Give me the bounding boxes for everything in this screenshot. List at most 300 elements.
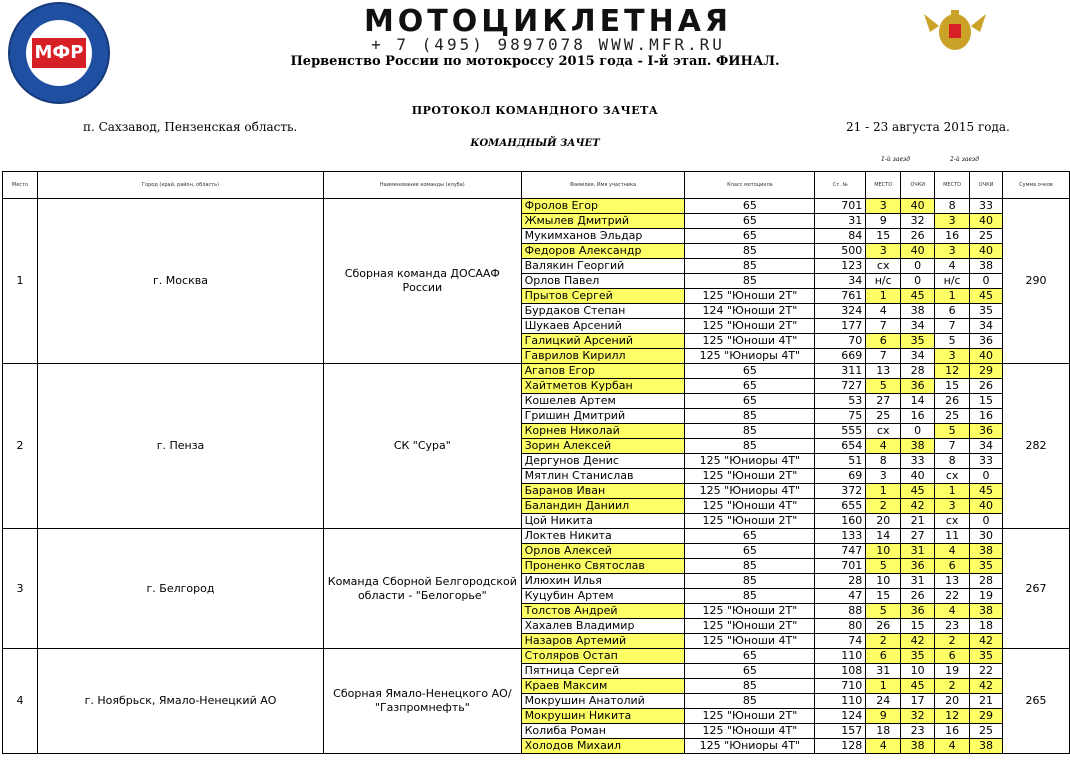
rider-number: 710 — [815, 679, 866, 694]
rider-class: 85 — [685, 679, 815, 694]
rider-class: 125 "Юноши 4Т" — [685, 724, 815, 739]
venue: п. Сахзавод, Пензенская область. — [83, 120, 298, 134]
race2-place: 11 — [935, 529, 970, 544]
race2-place: 15 — [935, 379, 970, 394]
rider-class: 85 — [685, 259, 815, 274]
rider-class: 125 "Юниоры 4Т" — [685, 484, 815, 499]
rider-name: Мятлин Станислав — [521, 469, 685, 484]
race2-place: 3 — [935, 214, 970, 229]
col-rider: Фамилия, Имя участника — [521, 172, 685, 199]
rider-class: 85 — [685, 694, 815, 709]
race2-place: 23 — [935, 619, 970, 634]
rider-name: Мокрушин Анатолий — [521, 694, 685, 709]
rider-name: Проненко Святослав — [521, 559, 685, 574]
rider-class: 85 — [685, 574, 815, 589]
race1-points: 16 — [901, 409, 935, 424]
race1-place: 9 — [866, 709, 901, 724]
rider-name: Валякин Георгий — [521, 259, 685, 274]
rider-name: Шукаев Арсений — [521, 319, 685, 334]
team-city: г. Пенза — [37, 364, 323, 529]
rider-class: 65 — [685, 379, 815, 394]
rider-number: 110 — [815, 694, 866, 709]
race2-place: 19 — [935, 664, 970, 679]
race2-place: 16 — [935, 229, 970, 244]
race2-place: 16 — [935, 724, 970, 739]
race2-place: 12 — [935, 709, 970, 724]
rider-number: 80 — [815, 619, 866, 634]
race1-place: 9 — [866, 214, 901, 229]
rider-class: 65 — [685, 649, 815, 664]
race1-place: 10 — [866, 574, 901, 589]
race2-place: 4 — [935, 739, 970, 754]
race2-points: 18 — [970, 619, 1003, 634]
race1-place: 8 — [866, 454, 901, 469]
race1-place: 31 — [866, 664, 901, 679]
race1-place: 2 — [866, 634, 901, 649]
rider-name: Корнев Николай — [521, 424, 685, 439]
rider-number: 70 — [815, 334, 866, 349]
race2-points: 0 — [970, 274, 1003, 289]
race1-points: 17 — [901, 694, 935, 709]
race2-points: 25 — [970, 229, 1003, 244]
rider-number: 701 — [815, 559, 866, 574]
col-class: Класс мотоцикла — [685, 172, 815, 199]
race1-points: 31 — [901, 574, 935, 589]
race2-points: 45 — [970, 289, 1003, 304]
rider-number: 108 — [815, 664, 866, 679]
rider-name: Жмылев Дмитрий — [521, 214, 685, 229]
rider-number: 669 — [815, 349, 866, 364]
rider-name: Колиба Роман — [521, 724, 685, 739]
race2-points: 15 — [970, 394, 1003, 409]
race2-place: 3 — [935, 244, 970, 259]
rider-name: Орлов Алексей — [521, 544, 685, 559]
col-number: Ст. № — [815, 172, 866, 199]
rider-name: Цой Никита — [521, 514, 685, 529]
race1-place: 15 — [866, 589, 901, 604]
race2-place: 6 — [935, 649, 970, 664]
rider-name: Пятница Сергей — [521, 664, 685, 679]
race1-points: 40 — [901, 199, 935, 214]
race1-points: 45 — [901, 289, 935, 304]
race2-place: 3 — [935, 499, 970, 514]
race2-points: 36 — [970, 424, 1003, 439]
table-row — [3, 199, 1070, 214]
rider-number: 69 — [815, 469, 866, 484]
mfr-logo — [8, 2, 110, 104]
team-place: 4 — [3, 649, 38, 754]
race2-place: 4 — [935, 259, 970, 274]
race1-place: 24 — [866, 694, 901, 709]
rider-name: Фролов Егор — [521, 199, 685, 214]
race2-points: 36 — [970, 334, 1003, 349]
race2-points: 22 — [970, 664, 1003, 679]
race1-place: 4 — [866, 304, 901, 319]
rider-number: 727 — [815, 379, 866, 394]
rider-number: 128 — [815, 739, 866, 754]
col-race1-points: ОЧКИ — [901, 172, 935, 199]
team-city: г. Ноябрьск, Ямало-Ненецкий АО — [37, 649, 323, 754]
race1-points: 42 — [901, 499, 935, 514]
team-place: 2 — [3, 364, 38, 529]
rider-name: Толстов Андрей — [521, 604, 685, 619]
col-race2-place: МЕСТО — [935, 172, 970, 199]
rider-name: Назаров Артемий — [521, 634, 685, 649]
rider-class: 85 — [685, 424, 815, 439]
race1-place: 4 — [866, 739, 901, 754]
race2-points: 28 — [970, 574, 1003, 589]
race2-points: 45 — [970, 484, 1003, 499]
rider-name: Бурдаков Степан — [521, 304, 685, 319]
race2-place: 2 — [935, 679, 970, 694]
race1-points: 40 — [901, 469, 935, 484]
race1-place: 1 — [866, 289, 901, 304]
team-city: г. Москва — [37, 199, 323, 364]
rider-class: 125 "Юноши 2Т" — [685, 514, 815, 529]
col-race1-place: МЕСТО — [866, 172, 901, 199]
race1-place: н/с — [866, 274, 901, 289]
rider-name: Куцубин Артем — [521, 589, 685, 604]
race1-place: 5 — [866, 604, 901, 619]
race1-points: 35 — [901, 334, 935, 349]
rider-class: 65 — [685, 394, 815, 409]
race1-points: 26 — [901, 589, 935, 604]
race1-points: 15 — [901, 619, 935, 634]
team-name: Команда Сборной Белгородской области - "Белогорье" — [324, 529, 522, 649]
race2-points: 40 — [970, 349, 1003, 364]
race2-place: 7 — [935, 319, 970, 334]
race2-points: 38 — [970, 544, 1003, 559]
rider-name: Холодов Михаил — [521, 739, 685, 754]
race2-points: 33 — [970, 199, 1003, 214]
rider-number: 655 — [815, 499, 866, 514]
rider-number: 34 — [815, 274, 866, 289]
race1-points: 45 — [901, 484, 935, 499]
rider-class: 85 — [685, 409, 815, 424]
rider-name: Баландин Даниил — [521, 499, 685, 514]
rider-class: 125 "Юниоры 4Т" — [685, 739, 815, 754]
team-place: 3 — [3, 529, 38, 649]
race2-place: 1 — [935, 289, 970, 304]
rider-class: 65 — [685, 199, 815, 214]
rider-number: 761 — [815, 289, 866, 304]
team-name: Сборная Ямало-Ненецкого АО/ "Газпромнефть" — [324, 649, 522, 754]
rider-name: Мокрушин Никита — [521, 709, 685, 724]
rider-number: 88 — [815, 604, 866, 619]
rider-class: 125 "Юноши 2Т" — [685, 619, 815, 634]
race2-points: 38 — [970, 739, 1003, 754]
race2-place: 25 — [935, 409, 970, 424]
protocol-title: ПРОТОКОЛ КОМАНДНОГО ЗАЧЕТА — [411, 104, 659, 117]
rider-class: 65 — [685, 229, 815, 244]
rider-class: 125 "Юноши 4Т" — [685, 499, 815, 514]
rider-class: 125 "Юниоры 4Т" — [685, 349, 815, 364]
rider-class: 125 "Юноши 2Т" — [685, 604, 815, 619]
race2-points: 0 — [970, 469, 1003, 484]
race1-label: 1-й заезд — [881, 156, 911, 163]
rider-number: 47 — [815, 589, 866, 604]
race2-place: н/с — [935, 274, 970, 289]
race1-place: 26 — [866, 619, 901, 634]
race1-place: 18 — [866, 724, 901, 739]
logo-mark: МФР — [32, 38, 86, 68]
rider-class: 125 "Юниоры 4Т" — [685, 454, 815, 469]
rider-name: Столяров Остап — [521, 649, 685, 664]
rider-number: 84 — [815, 229, 866, 244]
race1-place: 2 — [866, 499, 901, 514]
race1-place: 5 — [866, 379, 901, 394]
rider-number: 555 — [815, 424, 866, 439]
race2-place: 8 — [935, 454, 970, 469]
race1-points: 42 — [901, 634, 935, 649]
team-total: 267 — [1003, 529, 1070, 649]
rider-number: 123 — [815, 259, 866, 274]
race1-place: 7 — [866, 319, 901, 334]
race2-place: 4 — [935, 604, 970, 619]
race1-points: 35 — [901, 649, 935, 664]
race1-points: 36 — [901, 604, 935, 619]
race1-place: сх — [866, 424, 901, 439]
race2-points: 42 — [970, 634, 1003, 649]
race2-points: 29 — [970, 364, 1003, 379]
rider-number: 160 — [815, 514, 866, 529]
results-table — [2, 171, 1070, 754]
race2-place: 6 — [935, 559, 970, 574]
federation-banner: МОТОЦИКЛЕТНАЯ — [363, 4, 733, 39]
race2-points: 34 — [970, 319, 1003, 334]
rider-name: Гришин Дмитрий — [521, 409, 685, 424]
table-row — [3, 529, 1070, 544]
race2-place: 13 — [935, 574, 970, 589]
race2-points: 26 — [970, 379, 1003, 394]
rider-class: 125 "Юноши 2Т" — [685, 289, 815, 304]
rider-number: 701 — [815, 199, 866, 214]
race1-place: 1 — [866, 679, 901, 694]
col-team: Наименование команды (клуба) — [324, 172, 522, 199]
rider-number: 747 — [815, 544, 866, 559]
race2-place: 2 — [935, 634, 970, 649]
race2-points: 35 — [970, 649, 1003, 664]
rider-name: Хайтметов Курбан — [521, 379, 685, 394]
race1-points: 33 — [901, 454, 935, 469]
rider-number: 133 — [815, 529, 866, 544]
race2-points: 35 — [970, 559, 1003, 574]
section-title: КОМАНДНЫЙ ЗАЧЕТ — [470, 138, 600, 149]
race1-points: 36 — [901, 559, 935, 574]
race1-place: 6 — [866, 649, 901, 664]
race1-points: 0 — [901, 274, 935, 289]
rider-name: Федоров Александр — [521, 244, 685, 259]
race1-place: 1 — [866, 484, 901, 499]
rider-name: Гаврилов Кирилл — [521, 349, 685, 364]
rider-name: Мукимханов Эльдар — [521, 229, 685, 244]
race2-place: сх — [935, 469, 970, 484]
col-total: Сумма очков — [1003, 172, 1070, 199]
race1-points: 36 — [901, 379, 935, 394]
rider-class: 85 — [685, 559, 815, 574]
rider-number: 500 — [815, 244, 866, 259]
race1-place: 6 — [866, 334, 901, 349]
rider-class: 65 — [685, 529, 815, 544]
race2-points: 40 — [970, 214, 1003, 229]
rider-class: 125 "Юноши 2Т" — [685, 709, 815, 724]
race1-place: 5 — [866, 559, 901, 574]
race2-points: 38 — [970, 604, 1003, 619]
rider-number: 311 — [815, 364, 866, 379]
rider-name: Илюхин Илья — [521, 574, 685, 589]
rider-name: Хахалев Владимир — [521, 619, 685, 634]
table-row — [3, 364, 1070, 379]
race2-points: 16 — [970, 409, 1003, 424]
race2-points: 42 — [970, 679, 1003, 694]
rider-number: 654 — [815, 439, 866, 454]
race1-place: 10 — [866, 544, 901, 559]
race2-points: 29 — [970, 709, 1003, 724]
race2-place: сх — [935, 514, 970, 529]
race2-points: 30 — [970, 529, 1003, 544]
rider-class: 85 — [685, 589, 815, 604]
team-city: г. Белгород — [37, 529, 323, 649]
event-dates: 21 - 23 августа 2015 года. — [846, 120, 1010, 134]
rider-class: 125 "Юноши 4Т" — [685, 334, 815, 349]
col-place: Место — [3, 172, 38, 199]
table-row — [3, 649, 1070, 664]
race2-points: 34 — [970, 439, 1003, 454]
race2-points: 33 — [970, 454, 1003, 469]
race1-place: 13 — [866, 364, 901, 379]
rider-name: Прытов Сергей — [521, 289, 685, 304]
race1-points: 45 — [901, 679, 935, 694]
rider-number: 124 — [815, 709, 866, 724]
race2-place: 8 — [935, 199, 970, 214]
race2-place: 4 — [935, 544, 970, 559]
rider-class: 125 "Юноши 4Т" — [685, 634, 815, 649]
race1-points: 23 — [901, 724, 935, 739]
race1-place: 4 — [866, 439, 901, 454]
race1-place: 3 — [866, 244, 901, 259]
results-body — [3, 199, 1070, 754]
race1-place: 27 — [866, 394, 901, 409]
race1-points: 34 — [901, 319, 935, 334]
race1-place: сх — [866, 259, 901, 274]
team-name: СК "Сура" — [324, 364, 522, 529]
rider-number: 157 — [815, 724, 866, 739]
rider-class: 85 — [685, 439, 815, 454]
rider-number: 74 — [815, 634, 866, 649]
rider-name: Зорин Алексей — [521, 439, 685, 454]
rider-name: Агапов Егор — [521, 364, 685, 379]
race2-place: 26 — [935, 394, 970, 409]
race1-points: 32 — [901, 709, 935, 724]
col-city: Город (край, район, область) — [37, 172, 323, 199]
race2-points: 40 — [970, 244, 1003, 259]
race2-place: 22 — [935, 589, 970, 604]
race2-points: 38 — [970, 259, 1003, 274]
race2-points: 21 — [970, 694, 1003, 709]
rider-name: Кошелев Артем — [521, 394, 685, 409]
race1-points: 32 — [901, 214, 935, 229]
team-total: 290 — [1003, 199, 1070, 364]
team-name: Сборная команда ДОСААФ России — [324, 199, 522, 364]
race2-points: 40 — [970, 499, 1003, 514]
rider-number: 372 — [815, 484, 866, 499]
race2-points: 19 — [970, 589, 1003, 604]
rider-name: Локтев Никита — [521, 529, 685, 544]
rider-name: Краев Максим — [521, 679, 685, 694]
rider-class: 124 "Юноши 2Т" — [685, 304, 815, 319]
rider-name: Галицкий Арсений — [521, 334, 685, 349]
race1-points: 14 — [901, 394, 935, 409]
race2-place: 5 — [935, 334, 970, 349]
team-place: 1 — [3, 199, 38, 364]
race1-points: 38 — [901, 304, 935, 319]
race1-points: 10 — [901, 664, 935, 679]
rider-class: 125 "Юноши 2Т" — [685, 469, 815, 484]
rider-name: Дергунов Денис — [521, 454, 685, 469]
race1-place: 14 — [866, 529, 901, 544]
race1-points: 21 — [901, 514, 935, 529]
rider-number: 177 — [815, 319, 866, 334]
rider-number: 110 — [815, 649, 866, 664]
team-total: 282 — [1003, 364, 1070, 529]
russian-eagle-icon — [920, 6, 990, 54]
race2-place: 20 — [935, 694, 970, 709]
team-total: 265 — [1003, 649, 1070, 754]
rider-class: 65 — [685, 214, 815, 229]
rider-name: Баранов Иван — [521, 484, 685, 499]
race2-place: 12 — [935, 364, 970, 379]
race2-place: 3 — [935, 349, 970, 364]
race2-label: 2-й заезд — [950, 156, 980, 163]
race2-points: 0 — [970, 514, 1003, 529]
rider-class: 85 — [685, 244, 815, 259]
race1-points: 38 — [901, 739, 935, 754]
race2-place: 5 — [935, 424, 970, 439]
race2-points: 25 — [970, 724, 1003, 739]
rider-number: 53 — [815, 394, 866, 409]
race1-place: 25 — [866, 409, 901, 424]
rider-class: 125 "Юноши 2Т" — [685, 319, 815, 334]
federation-contacts: + 7 (495) 9897078 WWW.MFR.RU — [371, 36, 725, 54]
rider-class: 85 — [685, 274, 815, 289]
race1-points: 40 — [901, 244, 935, 259]
table-header — [3, 172, 1070, 199]
race1-points: 27 — [901, 529, 935, 544]
race1-place: 20 — [866, 514, 901, 529]
race1-points: 26 — [901, 229, 935, 244]
race2-place: 6 — [935, 304, 970, 319]
rider-number: 28 — [815, 574, 866, 589]
race1-place: 3 — [866, 199, 901, 214]
rider-name: Орлов Павел — [521, 274, 685, 289]
rider-number: 75 — [815, 409, 866, 424]
race2-points: 35 — [970, 304, 1003, 319]
race1-points: 0 — [901, 259, 935, 274]
race1-points: 34 — [901, 349, 935, 364]
rider-class: 65 — [685, 664, 815, 679]
col-race2-points: ОЧКИ — [970, 172, 1003, 199]
race1-place: 15 — [866, 229, 901, 244]
page-title: Первенство России по мотокроссу 2015 года - I-й этап. ФИНАЛ. — [290, 54, 780, 69]
race2-place: 7 — [935, 439, 970, 454]
race1-points: 28 — [901, 364, 935, 379]
rider-class: 65 — [685, 364, 815, 379]
race1-place: 3 — [866, 469, 901, 484]
race1-place: 7 — [866, 349, 901, 364]
rider-number: 324 — [815, 304, 866, 319]
race1-points: 38 — [901, 439, 935, 454]
race1-points: 0 — [901, 424, 935, 439]
